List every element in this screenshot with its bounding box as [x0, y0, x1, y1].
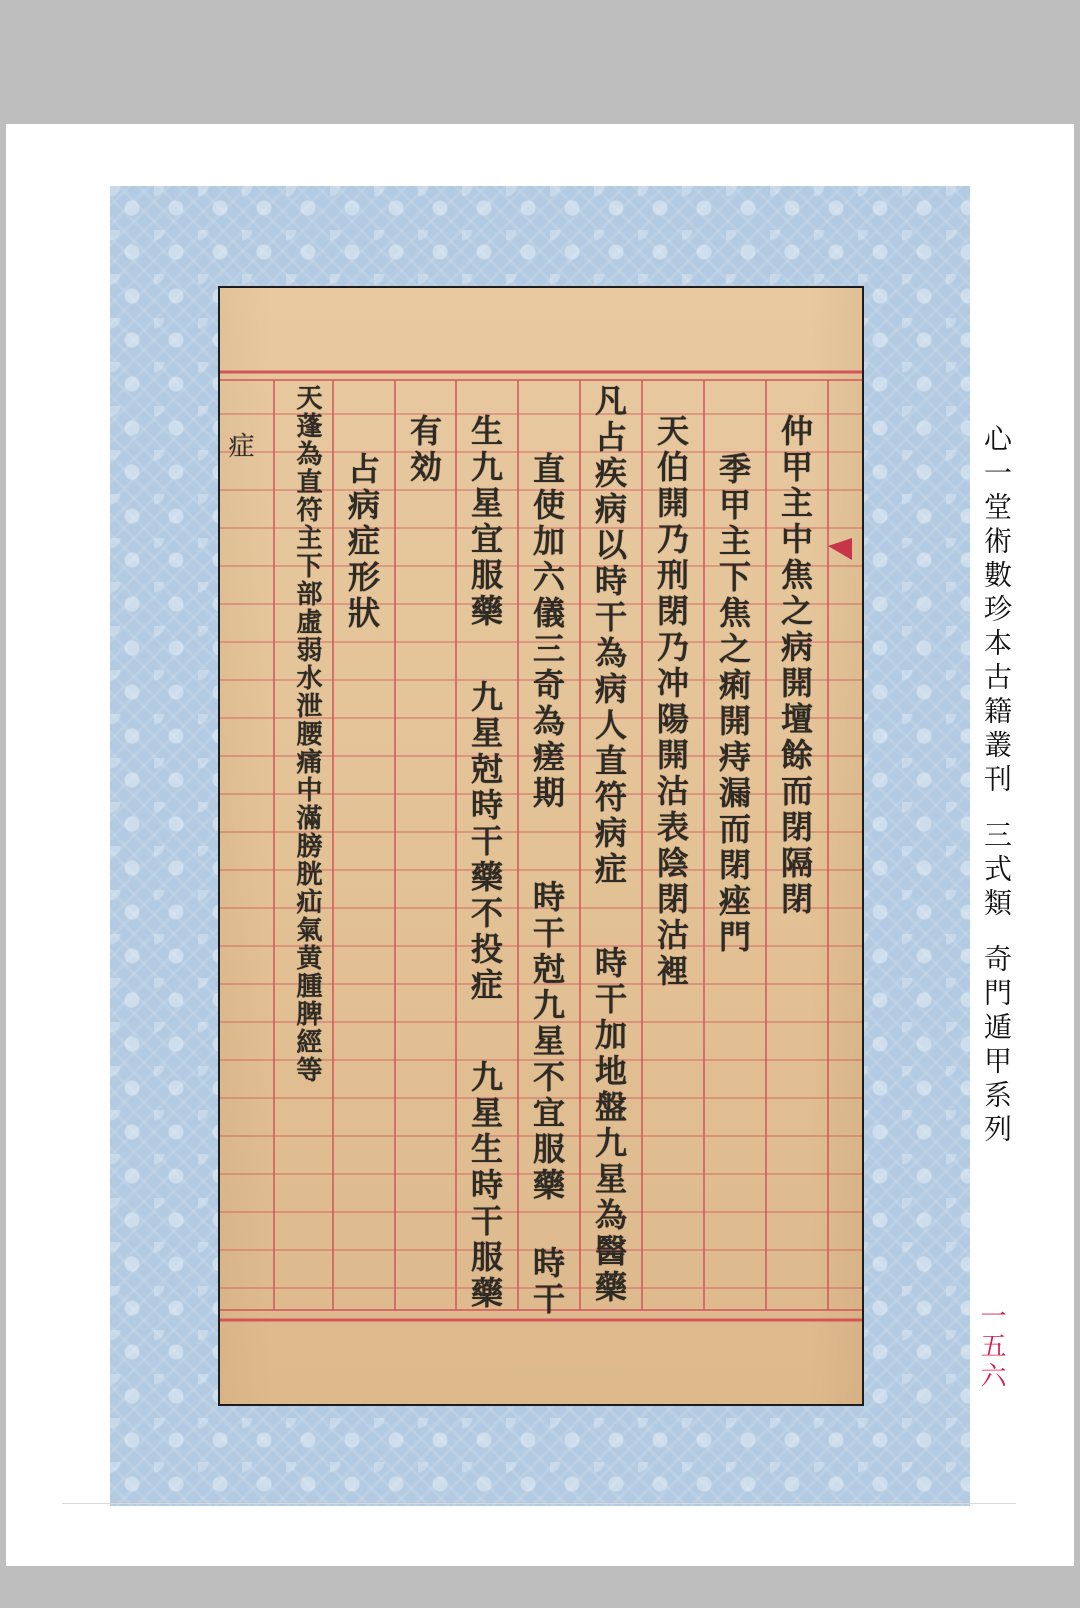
manuscript-fragment-3: 九星生時干服藥	[466, 1060, 504, 1312]
manuscript-fragment-2: 時干尅九星不宜服藥	[528, 880, 566, 1204]
manuscript-column-7: 九星尅時干藥不投症	[466, 680, 504, 1004]
manuscript-fragment-1: 時干加地盤九星為醫藥	[590, 946, 628, 1306]
manuscript-column-9: 占病症形狀	[343, 452, 381, 632]
collection-title: 心一堂術數珍本古籍叢刊	[980, 424, 1013, 798]
page-corner-marker	[828, 538, 852, 560]
series-title	[976, 424, 1016, 1148]
manuscript-column-10: 天蓬為直符主下部虛弱水泄腰痛中滿膀胱疝氣黄腫脾經等	[292, 384, 322, 1084]
category-title: 三式類	[980, 820, 1013, 922]
manuscript-column-1: 仲甲主中焦之病開壇餘而閉隔閉	[776, 414, 814, 918]
manuscript-scan	[218, 286, 864, 1406]
manuscript-column-2: 季甲主下焦之痢開痔漏而閉痤門	[714, 452, 752, 956]
manuscript-column-3: 天伯開乃刑閉乃冲陽開沽表陰閉沽裡	[652, 414, 690, 990]
margin-label: 症	[224, 432, 254, 462]
series-name: 奇門遁甲系列	[980, 944, 1013, 1148]
manuscript-column-4: 凡占疾病以時干為病人直符病症	[590, 384, 628, 888]
manuscript-column-8: 有効	[405, 414, 443, 486]
manuscript-column-6: 生九星宜服藥	[466, 414, 504, 630]
manuscript-fragment-4: 時干	[528, 1246, 566, 1318]
page-number: 一五六	[976, 1302, 1006, 1392]
manuscript-column-5: 直使加六儀三奇為瘥期	[528, 452, 566, 812]
page-bottom-rule	[62, 1503, 1016, 1504]
